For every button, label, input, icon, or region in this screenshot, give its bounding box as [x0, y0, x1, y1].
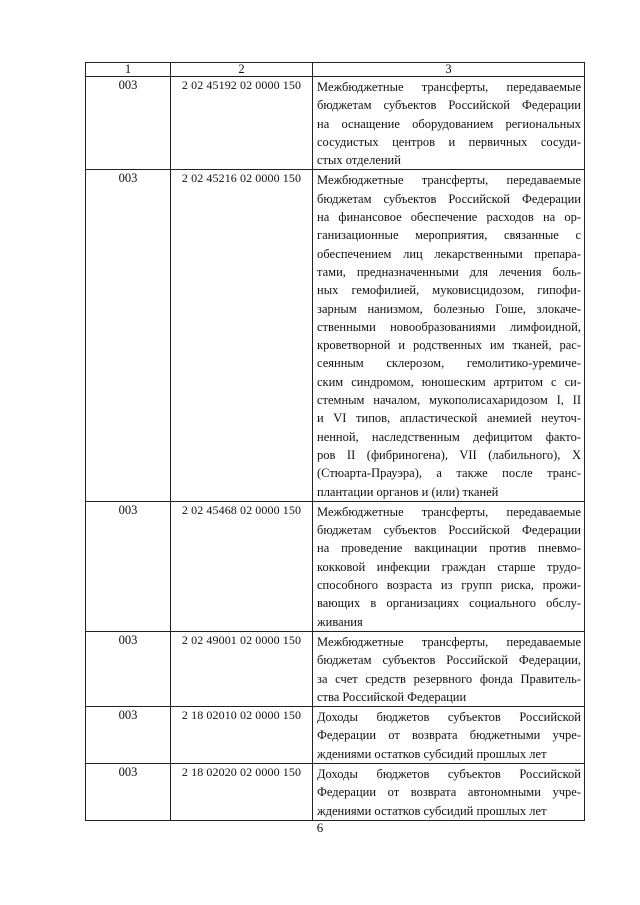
- description-line: Доходы бюджетов субъектов Российской: [317, 766, 581, 781]
- admin-code-cell: 003: [86, 77, 171, 170]
- header-col-2: 2: [171, 63, 313, 77]
- table-row: [86, 501, 585, 631]
- table-row: [86, 631, 585, 706]
- description-line: тами, предназначенными для лечения боль-: [317, 264, 581, 279]
- description-line: Федерации от возврата бюджетными учре-: [317, 728, 581, 743]
- description-line: ственными новообразованиями лимфоидной,: [317, 319, 581, 334]
- description-line: ров II (фибриногена), VII (лабильного), X: [317, 447, 581, 462]
- description-line: за счет средств резервного фонда Правитель-: [317, 671, 581, 686]
- description-cell: [313, 77, 585, 170]
- page-number: 6: [316, 820, 324, 835]
- description-line: кроветворной и родственных им тканей, рас-: [317, 338, 581, 353]
- table-row: [86, 707, 585, 764]
- table-body: [86, 77, 585, 821]
- description-line: Межбюджетные трансферты, передаваемые: [317, 504, 581, 519]
- description-line: зарным нанизмом, болезнью Гоше, злокаче-: [317, 301, 581, 316]
- description-line: сеянным склерозом, гемолитико-уремиче-: [317, 356, 581, 371]
- description-line: плантации органов и (или) тканей: [317, 484, 499, 499]
- description-line: Межбюджетные трансферты, передаваемые: [317, 634, 581, 649]
- description-line: Федерации от возврата автономными учре-: [317, 785, 581, 800]
- budget-code-cell: 2 02 49001 02 0000 150: [171, 631, 313, 706]
- description-line: способного возраста из групп риска, прожи-: [317, 578, 581, 593]
- budget-code-cell: 2 18 02010 02 0000 150: [171, 707, 313, 764]
- description-line: на проведение вакцинации против пневмо-: [317, 541, 581, 556]
- admin-code-cell: 003: [86, 631, 171, 706]
- description-line: Доходы бюджетов субъектов Российской: [317, 710, 581, 725]
- description-line: бюджетам субъектов Российской Федерации: [317, 98, 581, 113]
- budget-code-cell: 2 02 45216 02 0000 150: [171, 170, 313, 501]
- description-line: на финансовое обеспечение расходов на ор-: [317, 210, 581, 225]
- admin-code-cell: 003: [86, 707, 171, 764]
- description-line: сосудистых центров и первичных сосуди-: [317, 134, 581, 149]
- description-line: ненной, наследственным дефицитом факто-: [317, 429, 581, 444]
- table-row: [86, 77, 585, 170]
- budget-code-cell: 2 02 45192 02 0000 150: [171, 77, 313, 170]
- header-col-3: 3: [313, 63, 585, 77]
- table-header-row: [86, 63, 585, 77]
- description-line: вающих в организациях социального обслу-: [317, 596, 581, 611]
- description-line: ждениями остатков субсидий прошлых лет: [317, 803, 547, 818]
- admin-code-cell: 003: [86, 763, 171, 820]
- description-line: обеспечением лиц лекарственными препара-: [317, 246, 581, 261]
- description-line: на оснащение оборудованием региональных: [317, 116, 581, 131]
- budget-code-cell: 2 18 02020 02 0000 150: [171, 763, 313, 820]
- description-cell: [313, 170, 585, 501]
- description-line: Межбюджетные трансферты, передаваемые: [317, 173, 581, 188]
- description-cell: [313, 707, 585, 764]
- description-line: (Стюарта-Прауэра), а также после транс-: [317, 466, 581, 481]
- description-line: ных гемофилией, муковисцидозом, гипофи-: [317, 283, 581, 298]
- description-line: ганизационные мероприятия, связанные с: [317, 228, 581, 243]
- description-cell: [313, 501, 585, 631]
- budget-code-cell: 2 02 45468 02 0000 150: [171, 501, 313, 631]
- description-line: живания: [317, 614, 363, 629]
- description-cell: [313, 631, 585, 706]
- description-line: ства Российской Федерации: [317, 689, 467, 704]
- description-line: ждениями остатков субсидий прошлых лет: [317, 746, 547, 761]
- description-line: бюджетам субъектов Российской Федерации: [317, 523, 581, 538]
- admin-code-cell: 003: [86, 170, 171, 501]
- description-line: ским синдромом, юношеским артритом с си-: [317, 374, 581, 389]
- description-line: бюджетам субъектов Российской Федерации: [317, 191, 581, 206]
- description-line: стых отделений: [317, 153, 401, 168]
- table-row: [86, 170, 585, 501]
- header-col-1: 1: [86, 63, 171, 77]
- description-line: и VI типов, апластической анемией неуточ-: [317, 411, 581, 426]
- description-line: кокковой инфекции граждан старше трудо-: [317, 559, 581, 574]
- table-row: [86, 763, 585, 820]
- description-line: бюджетам субъектов Российской Федерации,: [317, 653, 581, 668]
- description-cell: [313, 763, 585, 820]
- description-line: стемным началом, мукополисахаридозом I, II: [317, 393, 581, 408]
- revenue-codes-table: [85, 62, 585, 821]
- admin-code-cell: 003: [86, 501, 171, 631]
- description-line: Межбюджетные трансферты, передаваемые: [317, 80, 581, 94]
